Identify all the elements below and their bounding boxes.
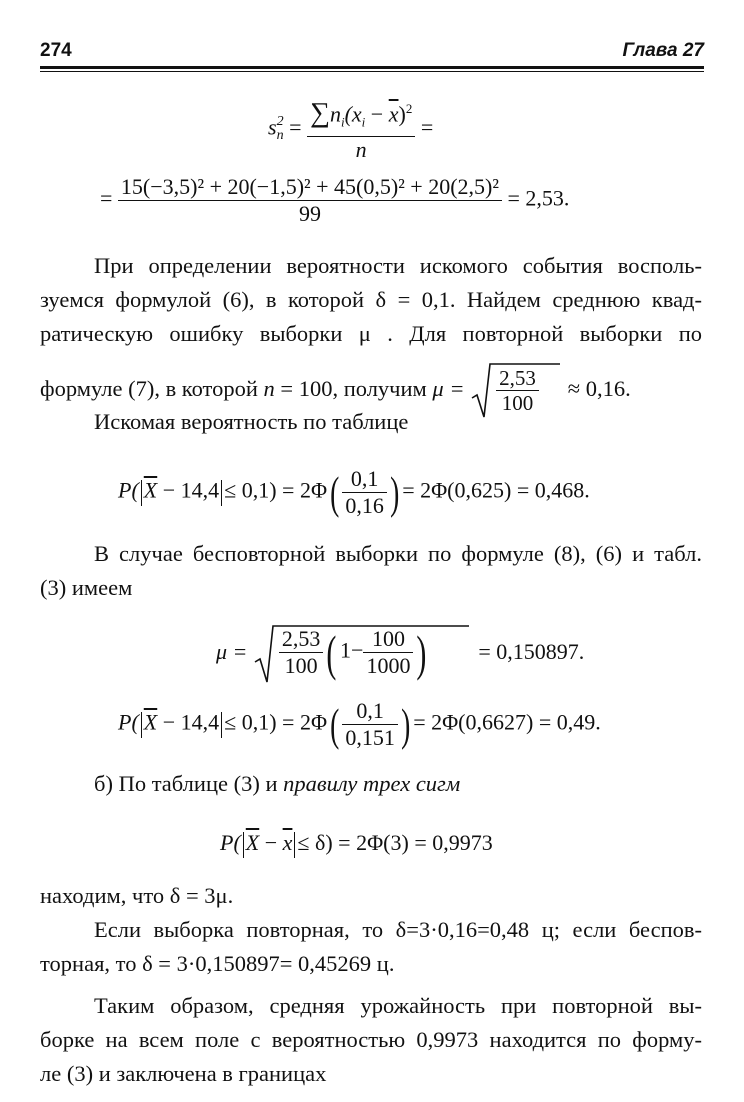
paragraph-line: зуемся формулой (6), в которой δ = 0,1. Найдем среднюю квад-: [40, 287, 702, 312]
paragraph-line: При определении вероятности искомого события восполь-: [94, 253, 702, 278]
formula-calculation: = $\frac{\text{15(−3,5)² + 20(−1,5)² + 45(0,5)² + 20(2,5)²}}{99}$ = 2,53.: [100, 174, 570, 226]
page-number: 274: [40, 40, 72, 61]
paragraph-line: б) По таблице (3) и правилу трех сигм: [94, 771, 461, 796]
paragraph-line: ле (3) и заключена в границах: [40, 1061, 327, 1086]
variance-fraction: $\frac{\sum n_i(x_i - \overline{x})^2}{n}$: [307, 96, 415, 163]
paragraph-line: Таким образом, средняя урожайность при повторной вы-: [94, 993, 702, 1018]
paragraph-line: находим, что δ = 3μ.: [40, 883, 234, 908]
chapter-title: Глава 27: [622, 40, 704, 61]
formula-three-sigma: P( $\overline{X} - \overline{x} \le \delta) = 2\Phi(3) = 0,9973$: [220, 830, 493, 858]
paragraph-line: В случае бесповторной выборки по формуле (8), (6) и табл.: [94, 541, 702, 566]
paragraph-line: Если выборка повторная, то δ=3·0,16=0,48 ц; если беспов-: [94, 917, 702, 942]
formula-probability-2: P( $\overline{X} - 14,4 \le 0,1) = 2\Phi$( $\frac{0,1}{0,151}$ ) = 2Φ(0,6627) = 0,49.: [118, 698, 601, 750]
formula-variance: s 2 n = $\frac{\sum n_i(x_i - \overline{x})^2}{n}$ =: [268, 97, 434, 162]
header-rule-thin: [40, 71, 704, 72]
page-header: [40, 38, 704, 66]
header-rule: [40, 66, 704, 69]
paragraph-line: Искомая вероятность по таблице: [94, 409, 409, 434]
sqrt-symbol: $\frac{2,53}{100}$: [470, 362, 562, 420]
paragraph-line: (3) имеем: [40, 575, 133, 600]
formula-probability-1: P( $\overline{X} - 14,4 \le 0,1) = 2\Phi$( $\frac{0,1}{0,16}$ ) = 2Φ(0,625) = 0,468.: [118, 466, 590, 518]
formula-mu: μ = $\frac{2,53}{100}$ ( 1− $\frac{100}{1000}$ ) = 0,150897.: [216, 624, 585, 681]
paragraph-line: борке на всем поле с вероятностью 0,9973 находится по форму-: [40, 1027, 702, 1052]
paragraph-line: ратическую ошибку выборки μ . Для повторной выборки по: [40, 321, 702, 346]
paragraph-line: торная, то δ = 3·0,150897= 0,45269 ц.: [40, 951, 395, 976]
calc-fraction: $\frac{\text{15(−3,5)² + 20(−1,5)² + 45(0,5)² + 20(2,5)²}}{99}$: [118, 174, 502, 227]
paragraph-line: формуле (7), в которой n = 100, получим μ = $\frac{2,53}{100}$ ≈ 0,16.: [40, 362, 631, 420]
